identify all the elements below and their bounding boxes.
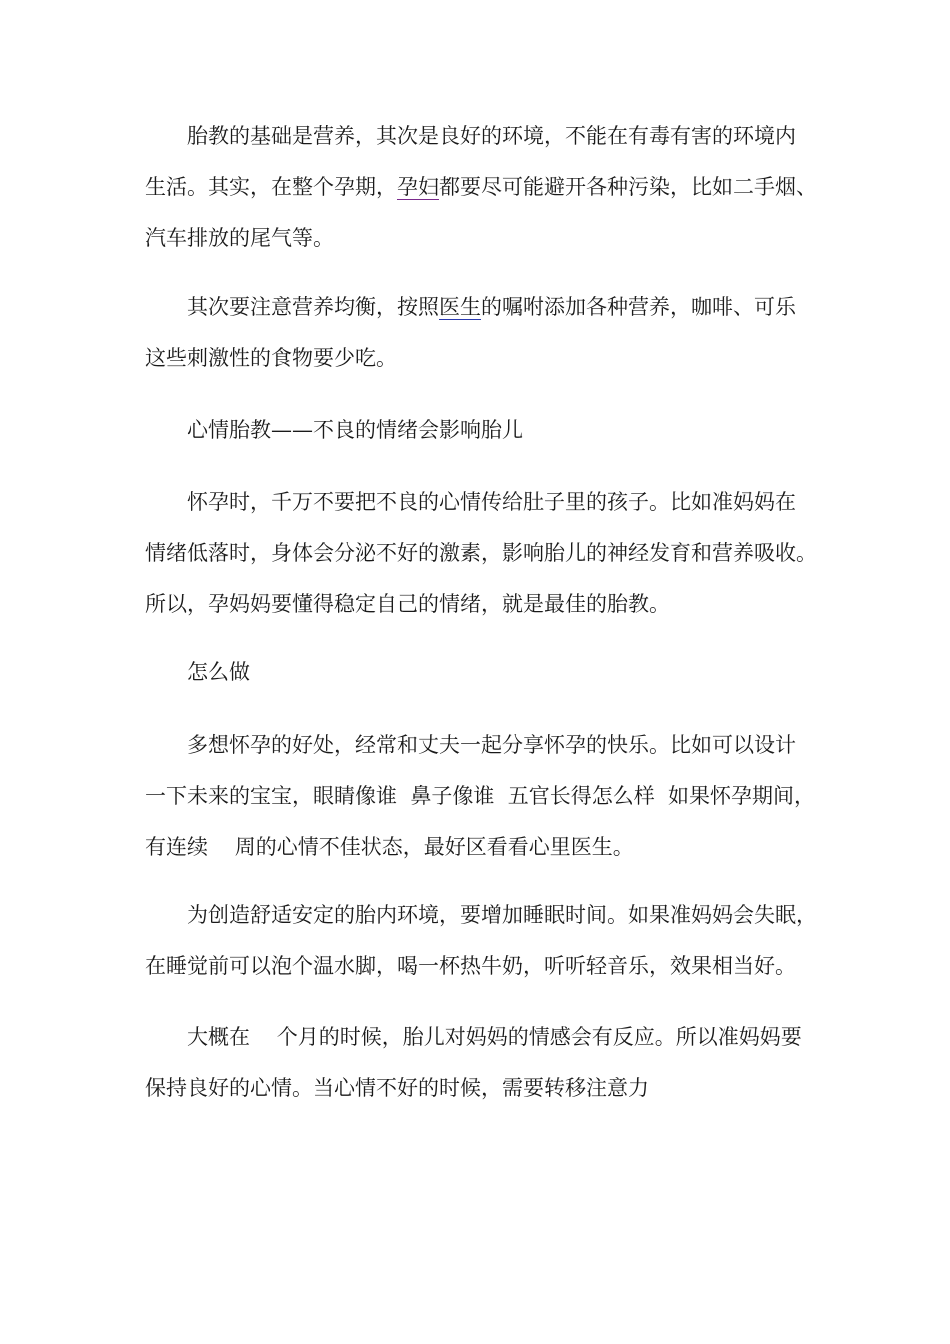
text-segment: 的嘱咐添加各种营养，咖啡、可乐 <box>481 295 796 319</box>
text-segment: 生活。其实，在整个孕期， <box>145 175 397 199</box>
text-line <box>145 282 807 333</box>
paragraph-balanced-nutrition <box>145 282 807 384</box>
section-heading-mood <box>145 405 807 456</box>
text-line: 在睡觉前可以泡个温水脚，喝一杯热牛奶，听听轻音乐，效果相当好。 <box>145 954 796 978</box>
section-heading-how-to <box>145 647 807 698</box>
text-line: 多想怀孕的好处，经常和丈夫一起分享怀孕的快乐。比如可以设计 <box>187 733 796 757</box>
text-line: 有连续 周的心情不佳状态，最好区看看心里医生。 <box>145 835 634 859</box>
doctor-link[interactable]: 医生 <box>439 295 481 319</box>
text-segment: 其次要注意营养均衡，按照 <box>187 295 439 319</box>
text-line: 为创造舒适安定的胎内环境，要增加睡眠时间。如果准妈妈会失眠， <box>187 903 817 927</box>
text-line: 胎教的基础是营养，其次是良好的环境，不能在有毒有害的环境内 <box>187 124 796 148</box>
paragraph-think-positive <box>145 720 816 873</box>
pregnant-woman-link[interactable]: 孕妇 <box>397 175 439 199</box>
text-line: 情绪低落时，身体会分泌不好的激素，影响胎儿的神经发育和营养吸收。 <box>145 541 817 565</box>
text-line: 一下未来的宝宝，眼睛像谁 鼻子像谁 五官长得怎么样 如果怀孕期间， <box>145 784 816 808</box>
paragraph-fetal-response <box>145 1012 807 1114</box>
paragraph-sleep <box>145 890 817 992</box>
text-line: 保持良好的心情。当心情不好的时候，需要转移注意力 <box>145 1076 649 1100</box>
text-line: 大概在 个月的时候，胎儿对妈妈的情感会有反应。所以准妈妈要 <box>187 1025 802 1049</box>
paragraph-nutrition-environment <box>145 111 817 264</box>
text-segment: 都要尽可能避开各种污染，比如二手烟、 <box>439 175 817 199</box>
text-line: 怀孕时，千万不要把不良的心情传给肚子里的孩子。比如准妈妈在 <box>187 490 796 514</box>
text-line <box>145 162 817 213</box>
text-line: 心情胎教——不良的情绪会影响胎儿 <box>187 418 523 442</box>
text-line: 所以，孕妈妈要懂得稳定自己的情绪，就是最佳的胎教。 <box>145 592 670 616</box>
text-line: 这些刺激性的食物要少吃。 <box>145 346 397 370</box>
text-line: 怎么做 <box>187 660 250 684</box>
paragraph-mood-effects <box>145 477 817 630</box>
text-line: 汽车排放的尾气等。 <box>145 226 334 250</box>
